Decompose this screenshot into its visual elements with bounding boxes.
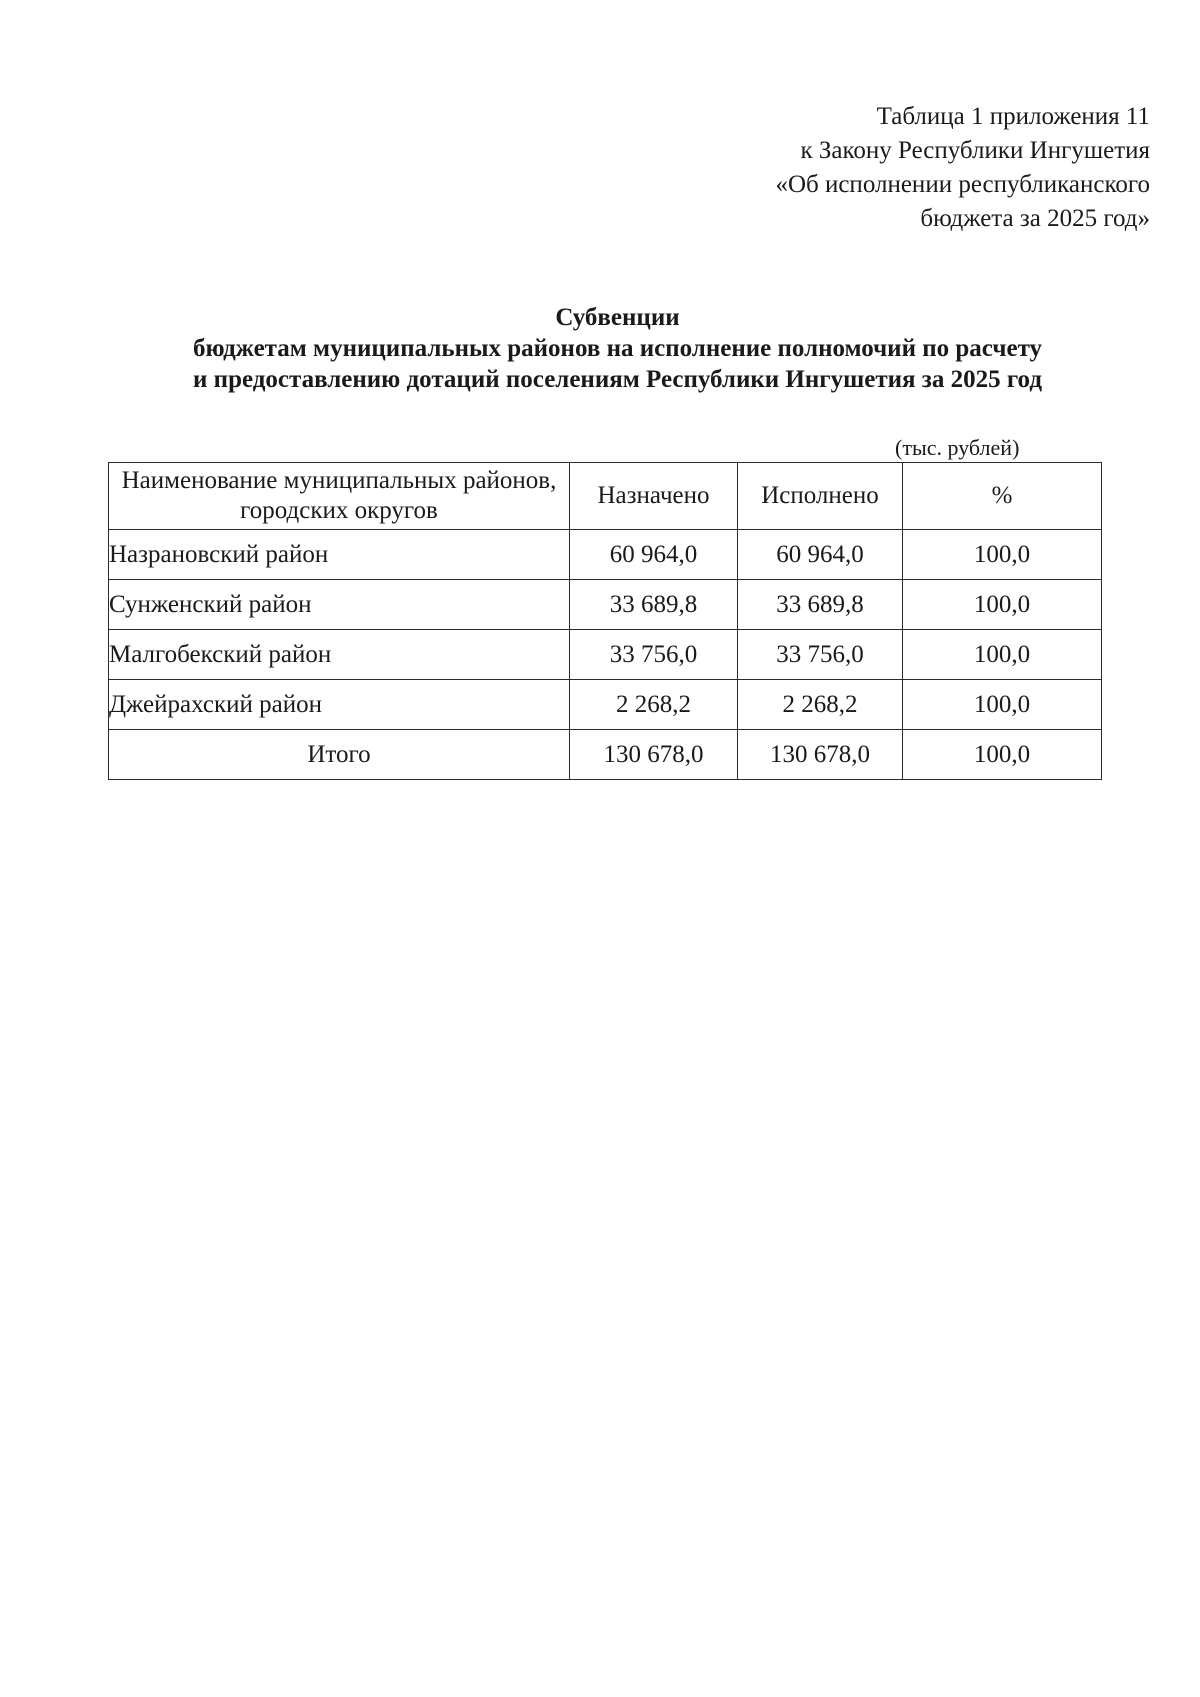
executed-value: 60 964,0 — [738, 530, 903, 580]
district-name: Сунженский район — [109, 580, 570, 630]
title-line: и предоставлению дотаций поселениям Республики Ингушетия за 2025 год — [193, 366, 1042, 393]
document-title — [0, 302, 1200, 395]
assigned-value: 2 268,2 — [570, 680, 738, 730]
assigned-value: 60 964,0 — [570, 530, 738, 580]
district-name: Назрановский район — [109, 530, 570, 580]
column-header-executed: Исполнено — [738, 463, 903, 530]
table-total-row — [109, 730, 1102, 780]
percent-value: 100,0 — [903, 580, 1102, 630]
executed-value: 2 268,2 — [738, 680, 903, 730]
appendix-line: «Об исполнении республиканского — [775, 171, 1150, 198]
title-line: Субвенции — [555, 304, 680, 331]
table-header-row — [109, 463, 1102, 530]
appendix-line: бюджета за 2025 год» — [920, 205, 1150, 232]
percent-value: 100,0 — [903, 630, 1102, 680]
executed-value: 33 689,8 — [738, 580, 903, 630]
executed-value: 33 756,0 — [738, 630, 903, 680]
subventions-table — [108, 462, 1102, 780]
percent-value: 100,0 — [903, 680, 1102, 730]
column-header-assigned: Назначено — [570, 463, 738, 530]
units-label: (тыс. рублей) — [895, 435, 1020, 460]
total-assigned-value: 130 678,0 — [570, 730, 738, 780]
district-name: Джейрахский район — [109, 680, 570, 730]
percent-value: 100,0 — [903, 530, 1102, 580]
title-line: бюджетам муниципальных районов на исполнение полномочий по расчету — [192, 335, 1043, 362]
district-name: Малгобекский район — [109, 630, 570, 680]
assigned-value: 33 756,0 — [570, 630, 738, 680]
total-executed-value: 130 678,0 — [738, 730, 903, 780]
table-row — [109, 580, 1102, 630]
appendix-header — [775, 100, 1150, 236]
assigned-value: 33 689,8 — [570, 580, 738, 630]
appendix-line: к Закону Республики Ингушетия — [800, 137, 1150, 164]
column-header-percent: % — [903, 463, 1102, 530]
appendix-line: Таблица 1 приложения 11 — [876, 103, 1150, 130]
table-row — [109, 630, 1102, 680]
total-label: Итого — [109, 730, 570, 780]
total-percent-value: 100,0 — [903, 730, 1102, 780]
table-row — [109, 530, 1102, 580]
column-header-name: Наименование муниципальных районов, городских округов — [109, 463, 570, 530]
table-row — [109, 680, 1102, 730]
